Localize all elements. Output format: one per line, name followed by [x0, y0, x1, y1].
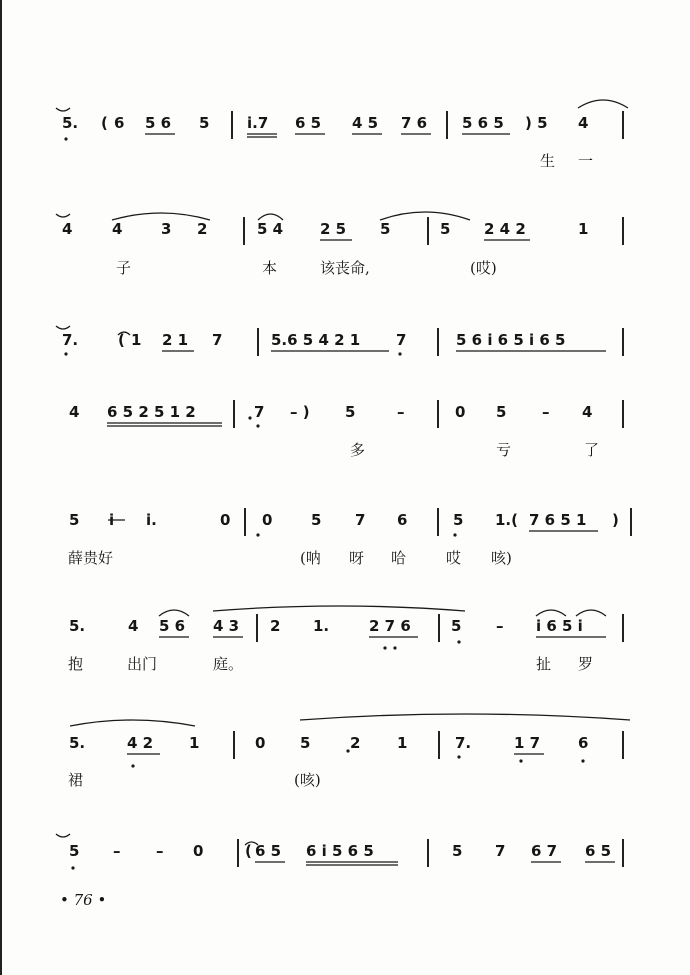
- note-group: 5.: [69, 617, 86, 635]
- note-group: i.: [146, 511, 157, 529]
- bar-line: [244, 508, 246, 536]
- octave-dot: [256, 533, 259, 536]
- note-group: 6 5 2 5 1 2: [107, 403, 196, 421]
- note-group: 6 5: [255, 842, 282, 860]
- note-group: 2 1: [162, 331, 189, 349]
- note-group: 0: [193, 842, 204, 860]
- note-group: 6: [114, 114, 125, 132]
- note-group: 1.(: [495, 511, 518, 529]
- lyric-text: 了: [584, 441, 600, 459]
- note-group: 7 6 5 1: [529, 511, 587, 529]
- bar-line: [630, 508, 632, 536]
- note-group: – ): [290, 403, 310, 421]
- note-group: 5: [440, 220, 451, 238]
- note-group: 2 5: [320, 220, 347, 238]
- lyric-text: 抱: [68, 655, 84, 673]
- bar-line: [427, 839, 429, 867]
- lyric-text: 罗: [578, 655, 594, 673]
- note-group: 1.: [313, 617, 330, 635]
- note-group: 2: [197, 220, 208, 238]
- note-group: 1: [189, 734, 200, 752]
- slur-tie: [578, 100, 628, 108]
- note-group: 5 6 5: [462, 114, 504, 132]
- note-group: 4: [112, 220, 123, 238]
- note-group: 5 6: [159, 617, 186, 635]
- slur-tie: [300, 714, 630, 720]
- bar-line: [256, 614, 258, 642]
- octave-dot: [64, 137, 67, 140]
- note-group: 4: [69, 403, 80, 421]
- octave-dot: [453, 533, 456, 536]
- octave-dot: [248, 416, 251, 419]
- note-group: 5: [199, 114, 210, 132]
- note-group: (: [101, 114, 108, 132]
- note-group: 4: [578, 114, 589, 132]
- lyric-text: 子: [116, 259, 132, 277]
- slur-tie: [159, 610, 189, 616]
- note-group: (: [245, 842, 252, 860]
- note-group: 2 7 6: [369, 617, 411, 635]
- bar-line: [438, 614, 440, 642]
- note-group: 5: [452, 842, 463, 860]
- note-group: 5.: [62, 114, 79, 132]
- slur-tie: [56, 214, 70, 217]
- note-group: 7.: [62, 331, 79, 349]
- note-group: 4 5: [352, 114, 379, 132]
- lyric-text: 薛贵好: [68, 549, 114, 567]
- bar-line: [622, 328, 624, 356]
- bar-line: [622, 217, 624, 245]
- bar-line: [233, 731, 235, 759]
- page-number: • 76 •: [60, 891, 107, 909]
- bar-line: [231, 111, 233, 139]
- note-group: 2 4 2: [484, 220, 526, 238]
- lyric-text: 裙: [68, 771, 84, 789]
- note-group: i: [109, 511, 115, 529]
- lyric-text: (呐: [300, 549, 321, 567]
- lyric-text: 生: [540, 152, 556, 170]
- octave-dot: [457, 755, 460, 758]
- note-group: 3: [161, 220, 172, 238]
- note-group: 6 7: [531, 842, 558, 860]
- note-group: 5: [69, 842, 80, 860]
- note-group: –: [113, 842, 121, 860]
- lyric-text: 哎: [446, 549, 462, 567]
- note-group: 7: [355, 511, 366, 529]
- lyric-text: 哈: [391, 549, 407, 567]
- note-group: (: [118, 331, 125, 349]
- note-group: 5.: [69, 734, 86, 752]
- bar-line: [233, 400, 235, 428]
- lyric-text: 咳): [491, 549, 512, 567]
- note-group: 7: [396, 331, 407, 349]
- octave-dot: [383, 646, 386, 649]
- bar-line: [438, 731, 440, 759]
- slur-tie: [56, 834, 70, 837]
- note-group: 5: [451, 617, 462, 635]
- octave-dot: [131, 764, 134, 767]
- note-group: –: [397, 403, 405, 421]
- note-group: 7 6: [401, 114, 428, 132]
- note-group: 5: [496, 403, 507, 421]
- lyric-text: 多: [350, 441, 366, 459]
- note-group: 2: [350, 734, 361, 752]
- note-group: 7: [254, 403, 265, 421]
- lyric-text: 一: [578, 152, 594, 170]
- note-group: 7: [212, 331, 223, 349]
- note-group: 6 5: [585, 842, 612, 860]
- note-group: 0: [255, 734, 266, 752]
- slur-tie: [112, 213, 210, 220]
- octave-dot: [457, 640, 460, 643]
- note-group: ): [612, 511, 619, 529]
- note-group: 5: [311, 511, 322, 529]
- lyric-text: 亏: [496, 441, 512, 459]
- note-group: 5.6 5 4 2 1: [271, 331, 361, 349]
- lyric-text: (咳): [294, 771, 321, 789]
- note-group: 6: [397, 511, 408, 529]
- bar-line: [622, 400, 624, 428]
- note-group: 5 6 i 6 5 i 6 5: [456, 331, 566, 349]
- note-group: 1: [131, 331, 142, 349]
- slur-tie: [536, 610, 566, 616]
- note-group: –: [542, 403, 550, 421]
- bar-line: [622, 839, 624, 867]
- note-group: 5 6: [145, 114, 172, 132]
- note-group: 6 5: [295, 114, 322, 132]
- note-group: 7: [495, 842, 506, 860]
- note-group: 4: [62, 220, 73, 238]
- note-group: i.7: [247, 114, 269, 132]
- note-group: 6 i 5 6 5: [306, 842, 374, 860]
- octave-dot: [71, 866, 74, 869]
- bar-line: [257, 328, 259, 356]
- bar-line: [437, 328, 439, 356]
- lyric-text: 本: [262, 259, 278, 277]
- note-group: 1 7: [514, 734, 541, 752]
- note-group: 5: [453, 511, 464, 529]
- lyric-text: 该丧命,: [320, 259, 370, 277]
- note-group: –: [496, 617, 504, 635]
- note-group: 5: [69, 511, 80, 529]
- note-group: 0: [262, 511, 273, 529]
- bar-line: [622, 731, 624, 759]
- octave-dot: [393, 646, 396, 649]
- lyric-text: 出门: [127, 655, 158, 673]
- note-group: 6: [578, 734, 589, 752]
- note-group: 1: [397, 734, 408, 752]
- octave-dot: [519, 759, 522, 762]
- slur-tie: [56, 108, 70, 111]
- lyric-text: 庭。: [213, 655, 244, 673]
- note-group: ) 5: [525, 114, 548, 132]
- note-group: 0: [220, 511, 231, 529]
- bar-line: [437, 400, 439, 428]
- note-group: 4: [128, 617, 139, 635]
- note-group: 5: [380, 220, 391, 238]
- note-group: 2: [270, 617, 281, 635]
- note-group: 0: [455, 403, 466, 421]
- bar-line: [243, 217, 245, 245]
- bar-line: [437, 508, 439, 536]
- octave-dot: [64, 352, 67, 355]
- octave-dot: [581, 759, 584, 762]
- slur-tie: [380, 212, 470, 220]
- slur-tie: [213, 606, 465, 611]
- note-group: 5 4: [257, 220, 284, 238]
- bar-line: [622, 111, 624, 139]
- note-group: 4 2: [127, 734, 154, 752]
- note-group: –: [156, 842, 164, 860]
- slur-tie: [56, 326, 70, 329]
- note-group: 1: [578, 220, 589, 238]
- note-group: 4: [582, 403, 593, 421]
- note-group: 5: [300, 734, 311, 752]
- bar-line: [446, 111, 448, 139]
- octave-dot: [398, 352, 401, 355]
- bar-line: [427, 217, 429, 245]
- note-group: 4 3: [213, 617, 240, 635]
- octave-dot: [256, 424, 259, 427]
- lyric-text: (哎): [470, 259, 497, 277]
- bar-line: [622, 614, 624, 642]
- note-group: i 6 5 i: [536, 617, 583, 635]
- bar-line: [237, 839, 239, 867]
- slur-tie: [576, 610, 606, 616]
- lyric-text: 呀: [349, 549, 365, 567]
- slur-tie: [70, 720, 195, 726]
- lyric-text: 扯: [536, 655, 552, 673]
- note-group: 5: [345, 403, 356, 421]
- note-group: 7.: [455, 734, 472, 752]
